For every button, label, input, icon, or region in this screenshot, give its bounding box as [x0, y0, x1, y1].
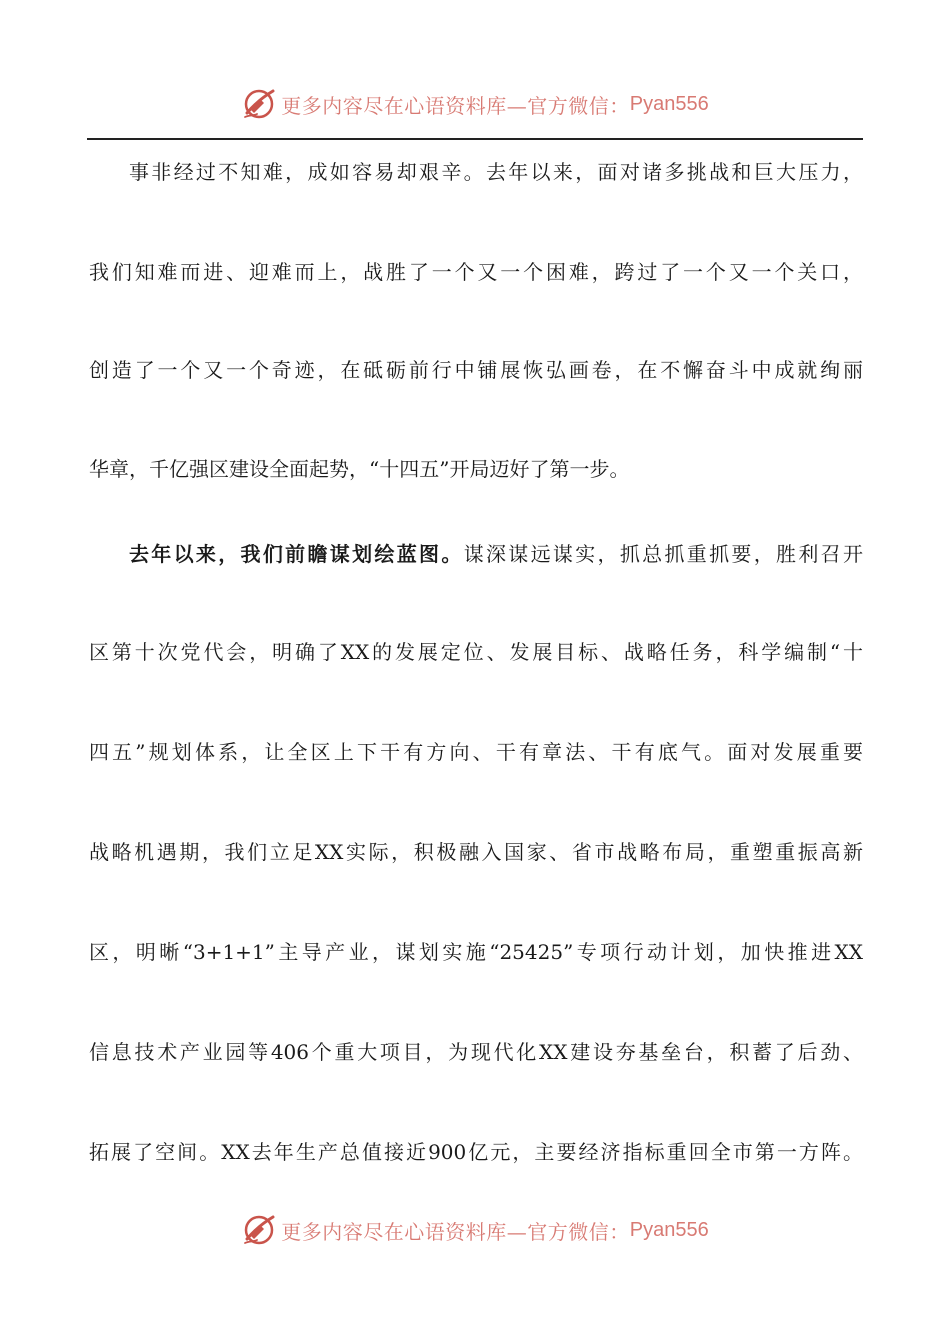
paragraph-1-line-1: 事非经过不知难，成如容易却艰辛。去年以来，面对诸多挑战和巨大压力，: [129, 160, 863, 184]
paragraph-2-line-4: 战略机遇期，我们立足XX实际，积极融入国家、省市战略布局，重塑重振高新: [89, 840, 863, 864]
paragraph-1-line-4: 华章，千亿强区建设全面起势，“十四五”开局迈好了第一步。: [89, 457, 630, 481]
paragraph-2-line-6: 信息技术产业园等406个重大项目，为现代化XX建设夯基垒台，积蓄了后劲、: [89, 1040, 863, 1064]
paragraph-1-line-3: 创造了一个又一个奇迹，在砥砺前行中铺展恢弘画卷，在不懈奋斗中成就绚丽: [89, 358, 863, 382]
header-watermark: [0, 82, 950, 126]
paragraph-2-line-5: 区，明晰“3+1+1”主导产业，谋划实施“25425”专项行动计划，加快推进XX: [89, 940, 863, 964]
paragraph-2-line-2: 区第十次党代会，明确了XX的发展定位、发展目标、战略任务，科学编制“十: [89, 640, 863, 664]
paragraph-1-line-2: 我们知难而进、迎难而上，战胜了一个又一个困难，跨过了一个又一个关口，: [89, 260, 863, 284]
footer-watermark: [0, 1208, 950, 1252]
pen-logo-icon: [241, 1212, 277, 1248]
header-divider: [87, 138, 863, 140]
paragraph-2-first-line-rest: 谋深谋远谋实，抓总抓重抓要，胜利召开: [463, 542, 863, 566]
pen-logo-icon: [241, 86, 277, 122]
paragraph-2-line-3: 四五”规划体系，让全区上下干有方向、干有章法、干有底气。面对发展重要: [89, 740, 863, 764]
watermark-handle: Pyan556: [629, 92, 709, 115]
paragraph-2-heading: 去年以来，我们前瞻谋划绘蓝图。: [129, 542, 464, 566]
watermark-brand: 更多内容尽在心语资料库—官方微信：: [281, 1219, 630, 1244]
paragraph-2-line-1: [129, 540, 863, 568]
watermark-brand: 更多内容尽在心语资料库—官方微信：: [281, 93, 630, 118]
watermark-handle: Pyan556: [629, 1218, 709, 1241]
paragraph-2-line-7: 拓展了空间。XX去年生产总值接近900亿元，主要经济指标重回全市第一方阵。: [89, 1140, 863, 1164]
